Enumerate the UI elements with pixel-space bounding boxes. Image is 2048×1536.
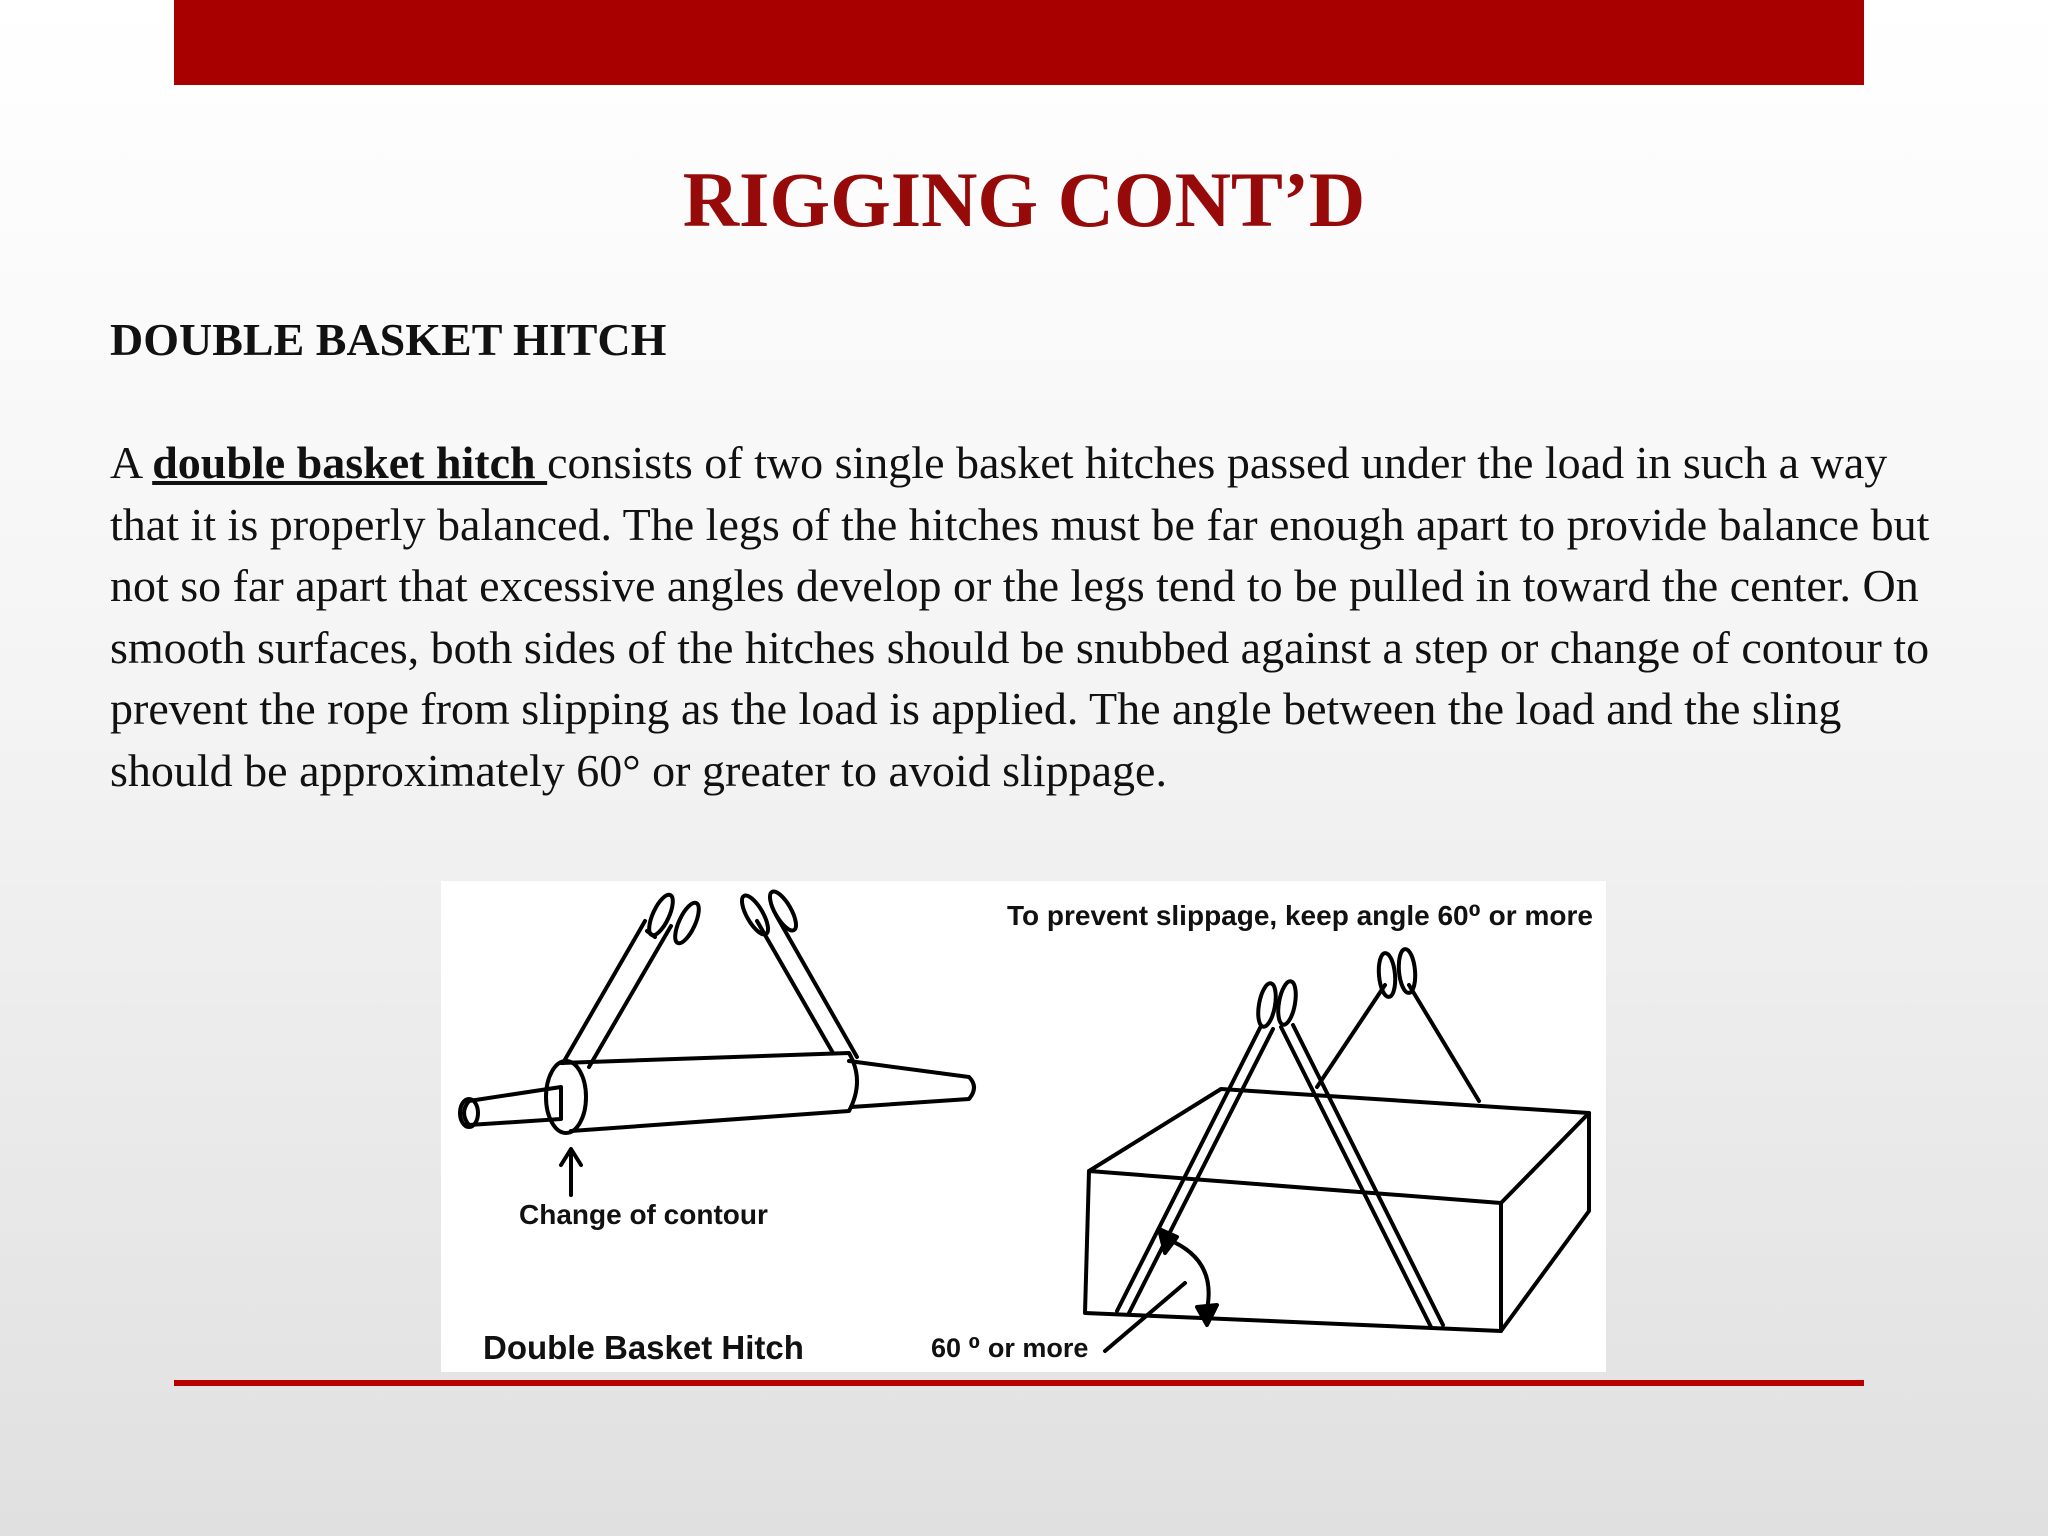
hitch-drawing	[441, 881, 1606, 1372]
box-load	[1085, 1089, 1589, 1331]
figure-caption: Double Basket Hitch	[483, 1329, 804, 1366]
angle-label: 60 ⁰ or more	[931, 1333, 1089, 1363]
change-of-contour-label: Change of contour	[519, 1199, 768, 1230]
slide-title: RIGGING CONT’D	[682, 156, 1366, 243]
sling-box-front	[1117, 980, 1443, 1327]
hitch-diagram	[441, 881, 1606, 1372]
bottom-rule	[174, 1380, 1864, 1386]
body-rest: consists of two single basket hitches passed under the load in such a way that it is properly balanced. The legs of the hitches must be far enough apart to provide balance but not so far apart that excessive angles develop or the legs tend to be pulled in toward the center. On smooth surfaces, both sides of the hitches should be snubbed against a step or change of contour to prevent the rope from slipping as the load is applied. The angle between the load and the sling should be approximately 60° or greater to avoid slippage.	[110, 437, 1930, 796]
top-accent-bar	[174, 0, 1864, 85]
sling-left-pair	[563, 892, 704, 1067]
slippage-note: To prevent slippage, keep angle 60⁰ or more	[1007, 900, 1593, 931]
section-heading: DOUBLE BASKET HITCH	[110, 314, 667, 365]
cylinder-load	[460, 1053, 974, 1133]
contour-arrow	[561, 1149, 581, 1195]
sling-right-pair	[737, 888, 857, 1057]
body-paragraph	[110, 432, 1940, 801]
body-prefix: A	[110, 437, 153, 488]
sling-box-back	[1317, 948, 1479, 1101]
term-double-basket-hitch: double basket hitch	[152, 437, 548, 488]
